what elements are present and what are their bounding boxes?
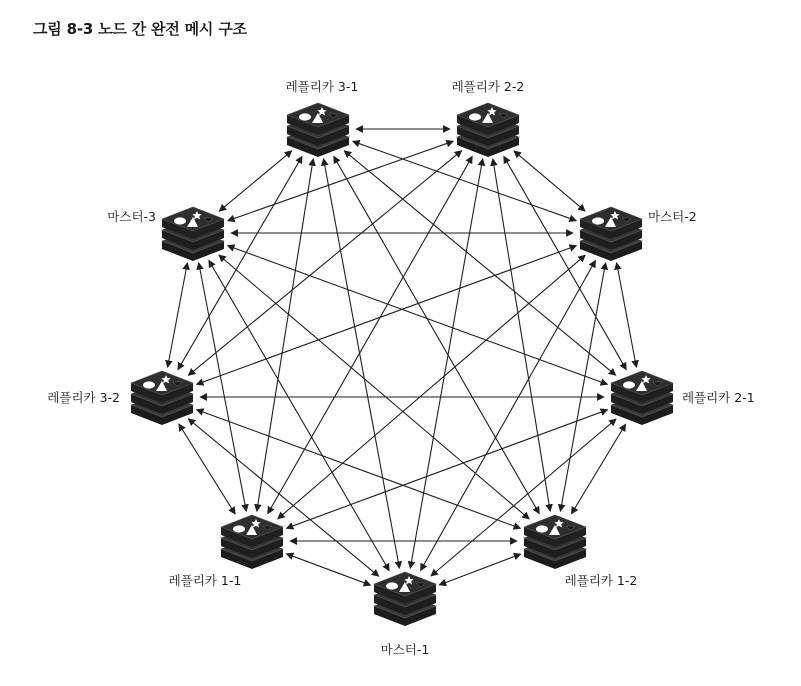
edge-r21-m1 <box>431 419 616 576</box>
node-icon-r32 <box>131 371 193 425</box>
node-label-r32: 레플리카 3-2 <box>47 390 120 405</box>
node-icon-r31 <box>287 103 349 157</box>
edge-m2-r21 <box>617 263 637 368</box>
node-label-r31: 레플리카 3-1 <box>285 79 359 94</box>
edge-r22-m3 <box>228 141 454 221</box>
edge-m3-r21 <box>228 246 608 385</box>
edge-r32-m1 <box>188 419 379 577</box>
node-icon-m2 <box>580 207 642 261</box>
node-icon-r11 <box>221 515 283 569</box>
edge-m2-r12 <box>560 263 605 512</box>
edge-r21-r11 <box>286 410 607 529</box>
node-icon-r12 <box>524 515 586 569</box>
figure-title: 그림 8-3 노드 간 완전 메시 구조 <box>33 20 247 38</box>
edge-m3-r32 <box>168 263 188 368</box>
node-label-m1: 마스터-1 <box>380 642 430 657</box>
node-layer <box>131 103 673 626</box>
edge-r22-r11 <box>268 156 473 513</box>
node-icon-r21 <box>611 371 673 425</box>
node-icon-m1 <box>374 572 436 626</box>
node-icon-r22 <box>457 103 519 157</box>
edge-r31-m2 <box>353 141 577 220</box>
edge-r22-r32 <box>188 151 461 376</box>
node-label-r11: 레플리카 1-1 <box>168 573 242 588</box>
edge-m2-r32 <box>197 246 577 385</box>
edge-m2-r11 <box>278 255 586 519</box>
edge-r31-m1 <box>324 159 400 569</box>
edge-r32-r11 <box>179 424 235 514</box>
edge-m3-r12 <box>219 255 529 519</box>
edge-m3-r11 <box>199 263 247 512</box>
edge-r32-r12 <box>197 410 521 529</box>
node-icon-m3 <box>162 207 224 261</box>
edge-r31-r11 <box>257 159 313 511</box>
edge-layer <box>168 129 637 585</box>
node-label-r12: 레플리카 1-2 <box>564 573 638 588</box>
node-label-m2: 마스터-2 <box>648 209 697 224</box>
node-label-r21: 레플리카 2-1 <box>682 390 755 405</box>
label-layer <box>47 79 754 657</box>
edge-r31-r32 <box>178 156 302 369</box>
node-label-r22: 레플리카 2-2 <box>451 79 525 94</box>
edge-r31-r21 <box>344 151 616 376</box>
node-label-m3: 마스터-3 <box>107 209 156 224</box>
edge-r22-m1 <box>410 159 482 569</box>
edge-r22-r12 <box>493 159 550 511</box>
edge-r31-r12 <box>334 156 540 513</box>
edge-r21-r12 <box>571 424 625 514</box>
